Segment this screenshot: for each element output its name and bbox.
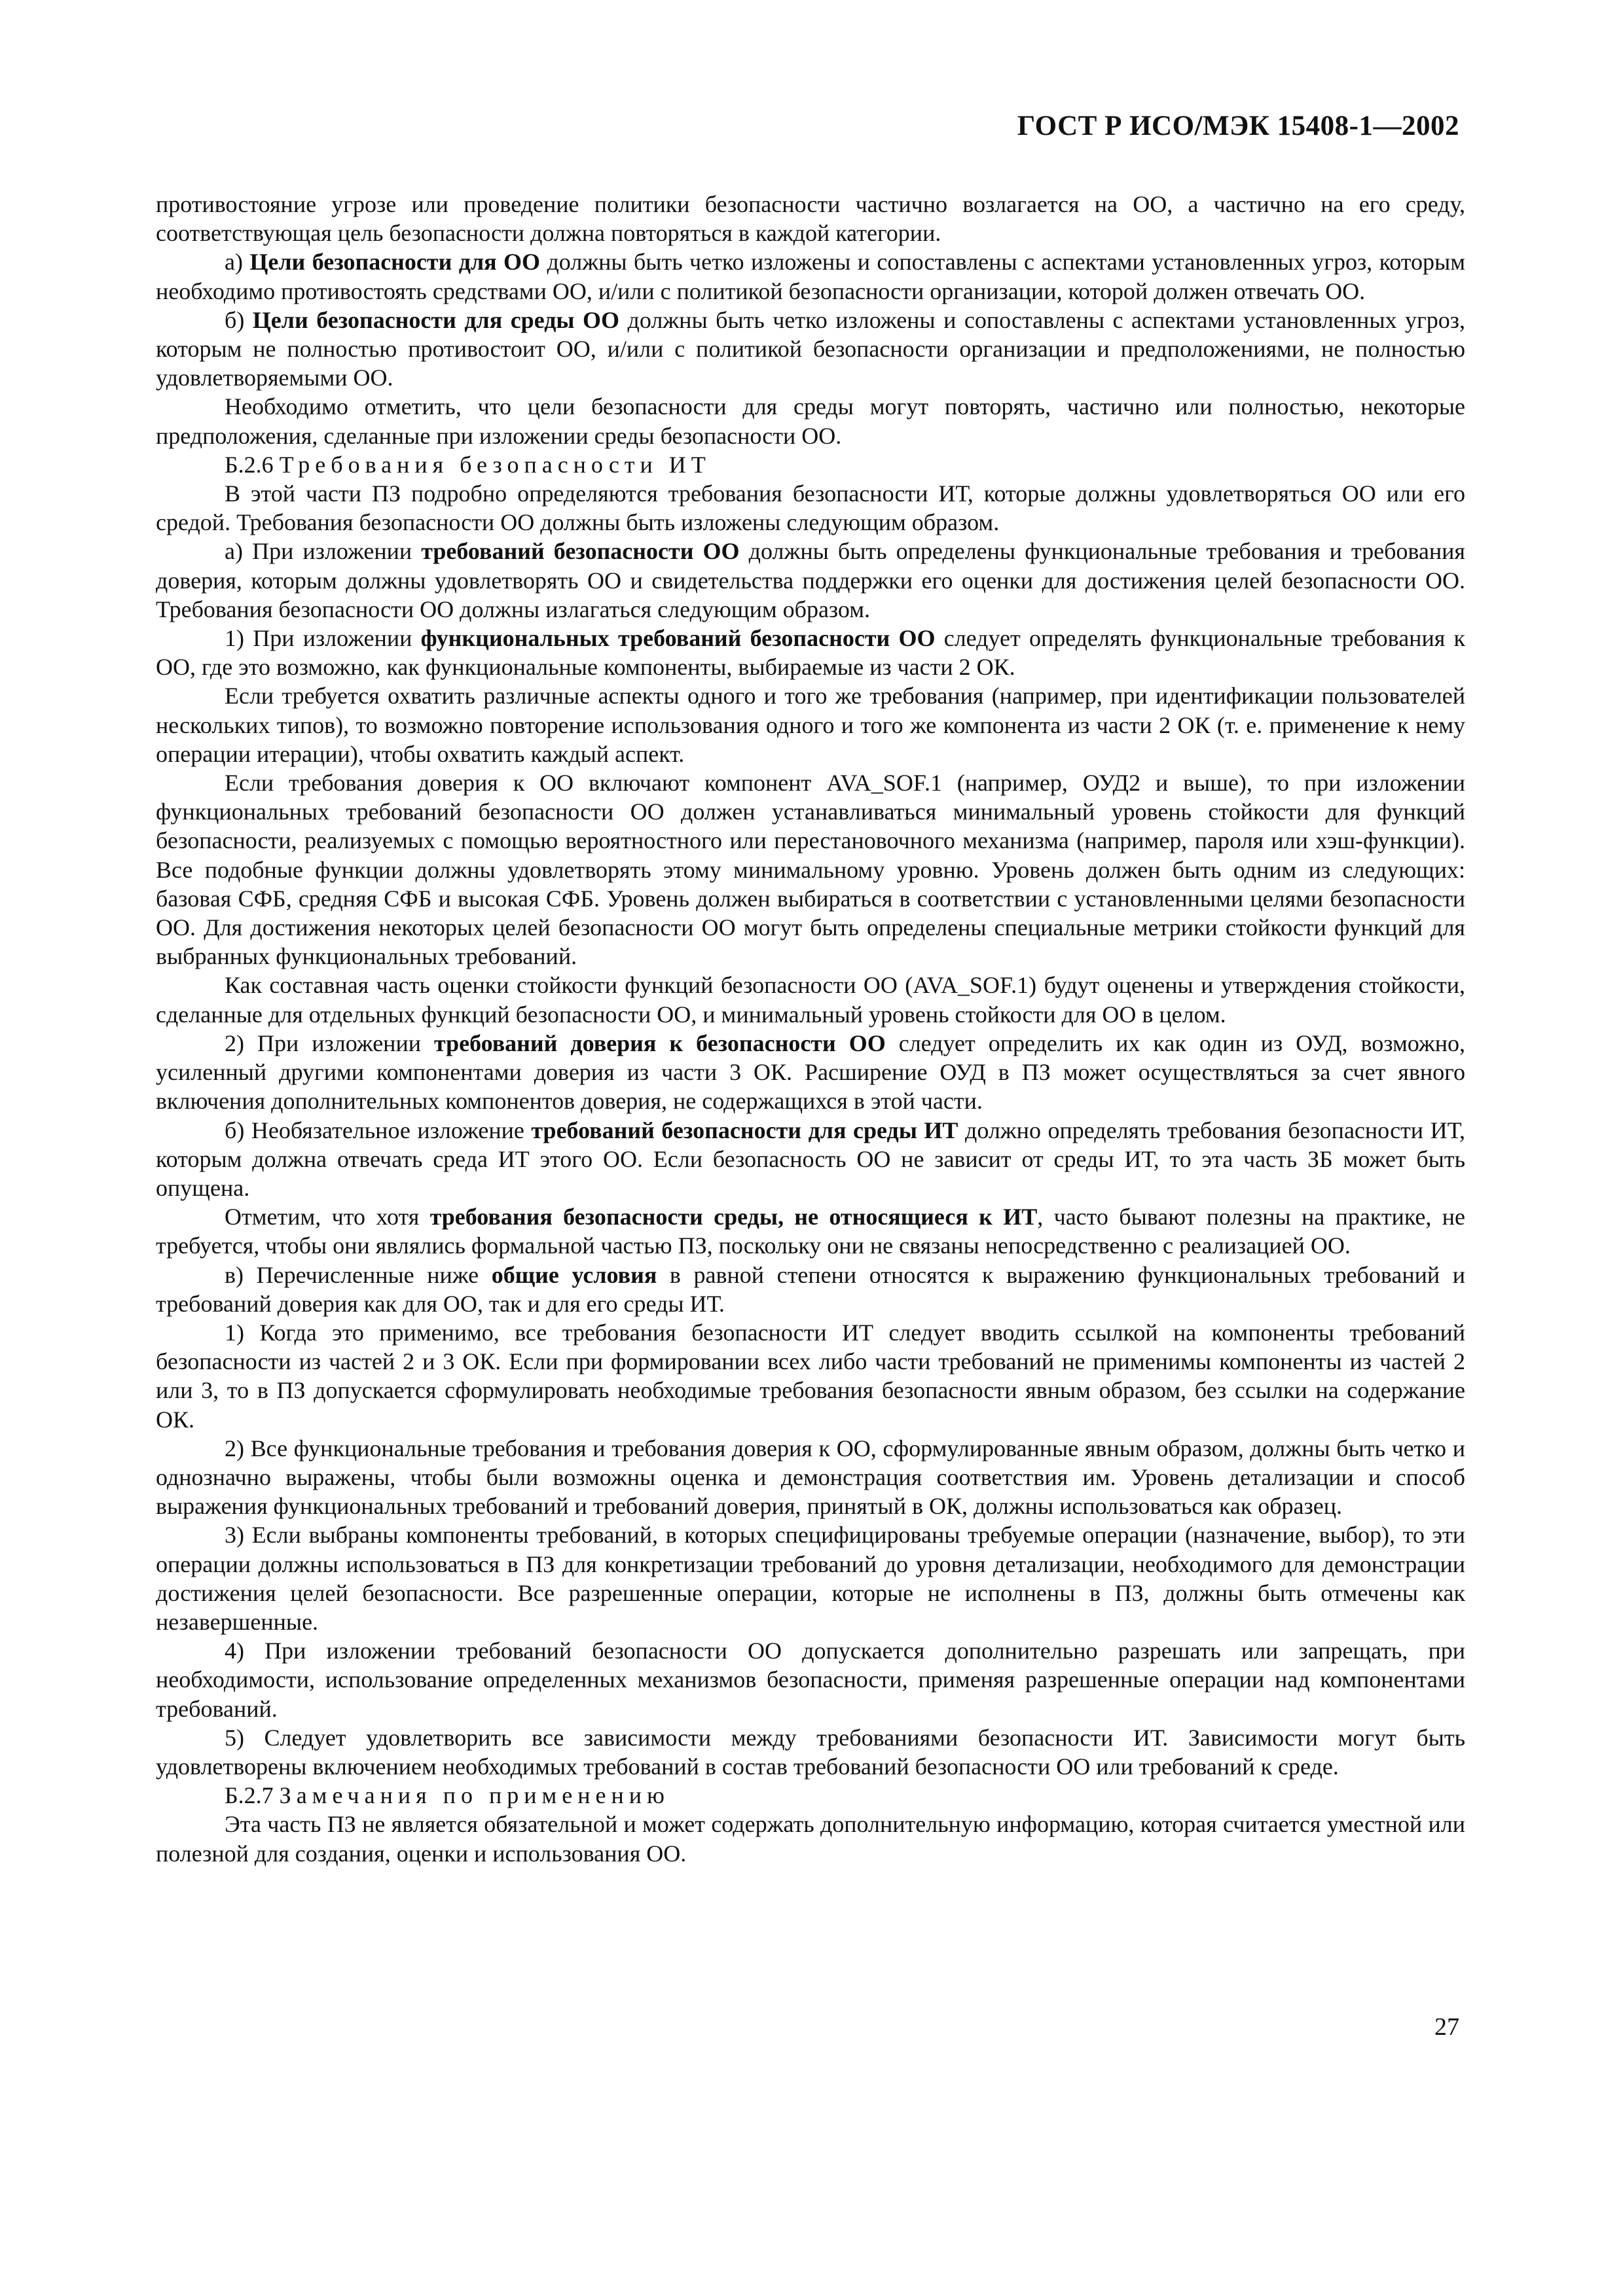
term-assurance-requirements: требований доверия к безопасности ОО xyxy=(433,1030,886,1056)
paragraph-sof-level: Если требования доверия к ОО включают компонент AVA_SOF.1 (например, ОУД2 и выше), то при изложении функциональных требований безопасности ОО должен устанавливаться минимальный уровень стойкости для функций безопасности, реализуемых с помощью вероятностного или перестановочного механизма (например, пароля или хэш-функции). Все подобные функции должны удовлетворять этому минимальному уровню. Уровень должен быть одним из следующих: базовая СФБ, средняя СФБ и высокая СФБ. Уровень должен выбираться в соответствии с установленными целями безопасности ОО. Для достижения некоторых целей безопасности ОО могут быть определены специальные метрики стойкости функций для выбранных функциональных требований. xyxy=(156,770,1465,970)
paragraph-item-b-environment-objectives: б) Цели безопасности для среды ОО должны быть четко изложены и сопоставлены с аспектами установленных угроз, которым не полностью противостоит ОО, и/или с политикой безопасности организации и предположениями, не полностью удовлетворяемыми ОО. xyxy=(156,306,1465,391)
paragraph-item-2-assurance: 2) При изложении требований доверия к безопасности ОО следует определить их как один из ОУД, возможно, усиленный другими компонентами доверия из части 3 ОК. Расширение ОУД в ПЗ может осуществляться за счет явного включения дополнительных компонентов доверия, не содержащихся в этой части. xyxy=(156,1030,1465,1115)
paragraph-it-requirements-intro: В этой части ПЗ подробно определяются требования безопасности ИТ, которые должны удовлетворяться ОО или его средой. Требования безопасности ОО должны быть изложены следующим образом. xyxy=(156,480,1465,536)
paragraph-condition-2: 2) Все функциональные требования и требования доверия к ОО, сформулированные явным образом, должны быть четко и однозначно выражены, чтобы были возможны оценка и демонстрация соответствия им. Уровень детализации и способ выражения функциональных требований и требований доверия, принятый в ОК, должны использоваться как образец. xyxy=(156,1435,1465,1520)
paragraph-condition-5: 5) Следует удовлетворить все зависимости между требованиями безопасности ИТ. Зависимости могут быть удовлетворены включением необходимых требований в состав требований безопасности ОО или требований к среде. xyxy=(156,1724,1465,1780)
section-title-application-notes: Замечания по применению xyxy=(279,1782,670,1809)
paragraph-item-1-functional: 1) При изложении функциональных требований безопасности ОО следует определять функциональные требования к ОО, где это возможно, как функциональные компоненты, выбираемые из части 2 ОК. xyxy=(156,625,1465,681)
paragraph-condition-3: 3) Если выбраны компоненты требований, в которых специфицированы требуемые операции (назначение, выбор), то эти операции должны использоваться в ПЗ для конкретизации требований до уровня детализации, необходимого для демонстрации достижения целей безопасности. Все разрешенные операции, которые не исполнены в ПЗ, должны быть отмечены как незавершенные. xyxy=(156,1522,1465,1635)
paragraph-condition-1: 1) Когда это применимо, все требования безопасности ИТ следует вводить ссылкой на компоненты требований безопасности из частей 2 и 3 ОК. Если при формировании всех либо части требований не применимы компоненты из частей 2 или 3, то в ПЗ допускается сформулировать необходимые требования безопасности явным образом, без ссылки на содержание ОК. xyxy=(156,1319,1465,1433)
term-general-conditions: общие условия xyxy=(491,1261,657,1288)
term-toe-security-objectives: Цели безопасности для ОО xyxy=(249,249,541,276)
paragraph-item-a-toe-requirements: а) При изложении требований безопасности ОО должны быть определены функциональные требования и требования доверия, которым должны удовлетворять ОО и свидетельства поддержки его оценки для достижения целей безопасности ОО. Требования безопасности ОО должны излагаться следующим образом. xyxy=(156,538,1465,622)
term-toe-security-requirements: требований безопасности ОО xyxy=(421,538,740,565)
term-functional-requirements: функциональных требований безопасности ОО xyxy=(420,625,936,652)
term-it-environment-requirements: требований безопасности для среды ИТ xyxy=(531,1117,958,1143)
section-heading-b-2-6: Б.2.6 Требования безопасности ИТ xyxy=(225,451,711,478)
section-heading-b-2-7: Б.2.7 Замечания по применению xyxy=(225,1782,670,1809)
paragraph-item-c-general-conditions: в) Перечисленные ниже общие условия в равной степени относятся к выражению функциональных требований и требований доверия как для ОО, так и для его среды ИТ. xyxy=(156,1261,1465,1317)
paragraph-non-it-requirements: Отметим, что хотя требования безопасности среды, не относящиеся к ИТ, часто бывают полезны на практике, не требуется, чтобы они являлись формальной частью ПЗ, поскольку они не связаны непосредственно с реализацией ОО. xyxy=(156,1204,1465,1259)
paragraph-item-b-it-environment: б) Необязательное изложение требований безопасности для среды ИТ должно определять требования безопасности ИТ, которым должна отвечать среда ИТ этого ОО. Если безопасность ОО не зависит от среды ИТ, то эта часть ЗБ может быть опущена. xyxy=(156,1117,1465,1201)
term-environment-security-objectives: Цели безопасности для среды ОО xyxy=(252,306,620,333)
paragraph-continuation: противостояние угрозе или проведение политики безопасности частично возлагается на ОО, а частично на его среду, соответствующая цель безопасности должна повторяться в каждой категории. xyxy=(156,191,1465,247)
paragraph-item-a-toe-objectives: а) Цели безопасности для ОО должны быть четко изложены и сопоставлены с аспектами установленных угроз, которым необходимо противостоять средствами ОО, и/или с политикой безопасности организации, которой должен отвечать ОО. xyxy=(156,249,1466,304)
page-number: 27 xyxy=(1434,2013,1459,2041)
paragraph-condition-4: 4) При изложении требований безопасности ОО допускается дополнительно разрешать или запрещать, при необходимости, использование определенных механизмов безопасности, применяя разрешенные операции над компонентами требований. xyxy=(156,1638,1465,1722)
document-code-header: ГОСТ Р ИСО/МЭК 15408-1—2002 xyxy=(1017,111,1459,141)
paragraph-application-notes: Эта часть ПЗ не является обязательной и может содержать дополнительную информацию, которая считается уместной или полезной для создания, оценки и использования ОО. xyxy=(156,1811,1465,1867)
paragraph-note-objectives: Необходимо отметить, что цели безопасности для среды могут повторять, частично или полностью, некоторые предположения, сделанные при изложении среды безопасности ОО. xyxy=(156,393,1465,449)
paragraph-iteration: Если требуется охватить различные аспекты одного и того же требования (например, при идентификации пользователей нескольких типов), то возможно повторение использования одного и того же компонента из части 2 ОК (т. е. применение к нему операции итерации), чтобы охватить каждый аспект. xyxy=(156,683,1465,767)
section-title-it-security-requirements: Требования безопасности ИТ xyxy=(279,451,711,478)
paragraph-sof-evaluation: Как составная часть оценки стойкости функций безопасности ОО (AVA_SOF.1) будут оценены и утверждения стойкости, сделанные для отдельных функций безопасности ОО, и минимальный уровень стойкости для ОО в целом. xyxy=(156,972,1465,1028)
document-body xyxy=(156,190,1465,1868)
term-non-it-requirements: требования безопасности среды, не относящиеся к ИТ xyxy=(429,1204,1038,1230)
